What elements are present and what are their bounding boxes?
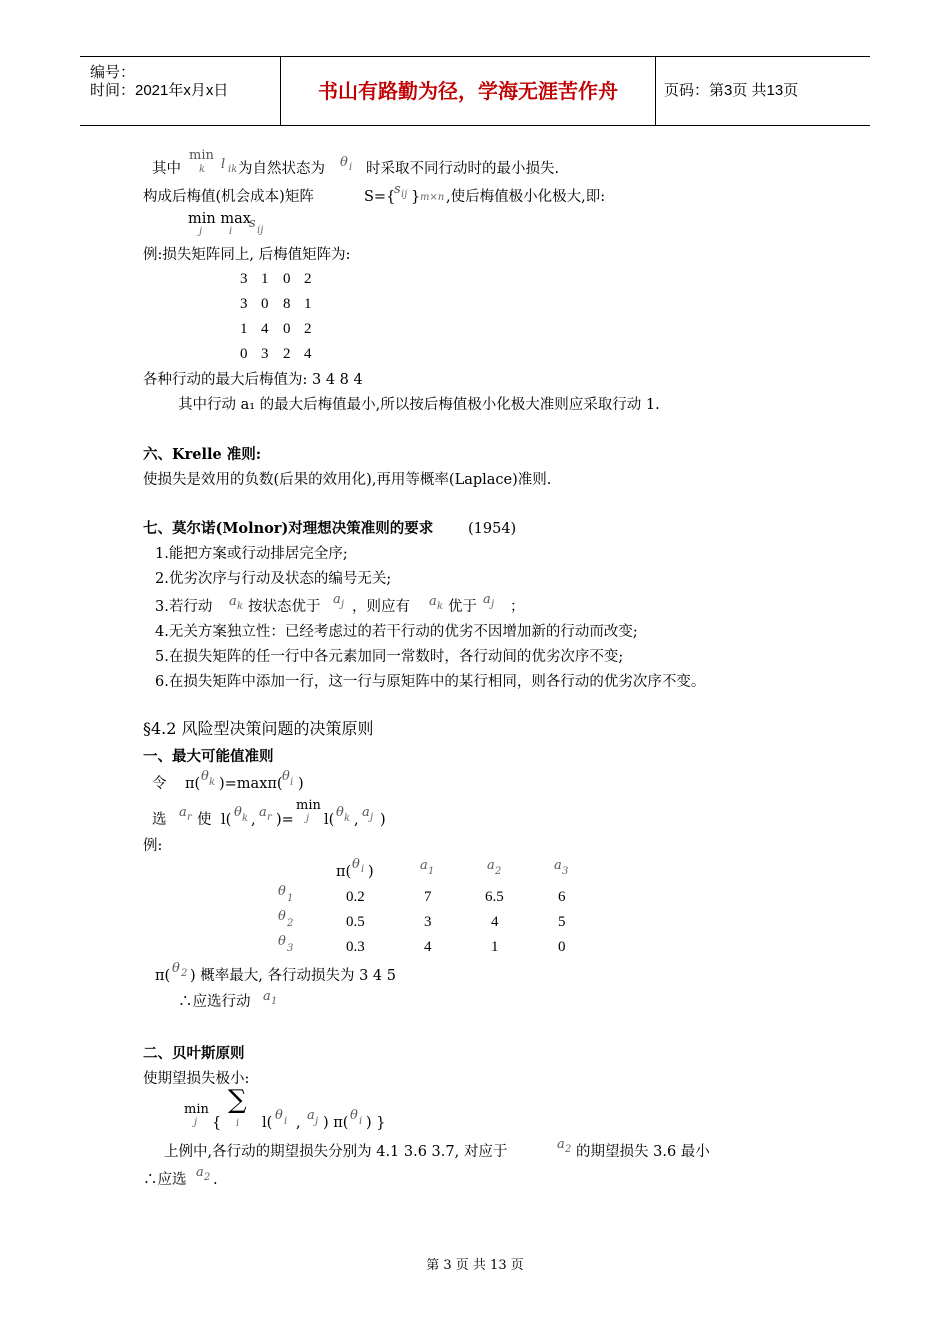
matrix-cell: 0 <box>283 321 291 337</box>
symbol-theta: θ <box>278 884 286 899</box>
subscript: i <box>236 1118 240 1129</box>
text-line: 使期望损失极小: <box>143 1071 250 1087</box>
subscript: ij <box>401 189 408 200</box>
text-line: ∴应选 <box>143 1172 187 1188</box>
symbol-theta: θ <box>282 769 290 784</box>
list-item: 5.在损失矩阵的任一行中各元素加同一常数时，各行动间的优劣次序不变; <box>155 649 624 665</box>
subscript: j <box>199 226 203 237</box>
matrix-cell: 3 <box>261 346 269 362</box>
matrix-cell: 2 <box>304 271 312 287</box>
subscript: 1 <box>271 996 278 1007</box>
text-line: (1954) <box>468 521 517 537</box>
subsection-title: 一、最大可能值准则 <box>143 748 274 765</box>
subscript: k <box>344 813 351 824</box>
subscript: ij <box>257 225 264 236</box>
min-operator: min <box>189 148 214 163</box>
symbol-l: l <box>221 157 226 172</box>
header-meta <box>80 57 280 125</box>
page-header <box>80 56 870 126</box>
symbol-theta: θ <box>234 805 242 820</box>
subsection-title: 二、贝叶斯原则 <box>143 1045 245 1062</box>
subscript: 2 <box>287 918 294 929</box>
subscript: 1 <box>287 893 294 904</box>
formula-part: )=maxπ( <box>219 776 283 792</box>
subscript: j <box>315 1116 319 1127</box>
symbol-a: a <box>483 592 491 607</box>
symbol-a: a <box>557 1137 565 1152</box>
subscript: i <box>284 1116 288 1127</box>
table-header: ) <box>368 864 374 880</box>
text-line: 按状态优于 <box>248 599 321 615</box>
subscript: 3 <box>287 943 294 954</box>
subscript: 1 <box>428 866 435 877</box>
subscript: i <box>349 162 353 173</box>
text-line: 各种行动的最大后梅值为: 3 4 8 4 <box>143 372 363 388</box>
text-line: 使 <box>197 812 212 828</box>
table-cell: 0.3 <box>346 939 365 955</box>
symbol-theta: θ <box>278 909 286 924</box>
table-cell: 4 <box>424 939 432 955</box>
symbol-a: a <box>259 805 267 820</box>
subscript: 3 <box>562 866 569 877</box>
matrix-cell: 2 <box>283 346 291 362</box>
subscript: r <box>187 812 192 823</box>
symbol-theta: θ <box>340 155 348 170</box>
text-line: 其中 <box>152 161 181 177</box>
matrix-cell: 1 <box>261 271 269 287</box>
symbol-theta: θ <box>275 1108 283 1123</box>
formula-part: ) <box>380 812 386 828</box>
subscript: i <box>229 226 233 237</box>
text-line: 的期望损失 3.6 最小 <box>576 1144 710 1160</box>
symbol-a: a <box>179 805 187 820</box>
table-cell: 0.5 <box>346 914 365 930</box>
text-line: ，则应有 <box>352 599 410 615</box>
table-cell: 4 <box>491 914 499 930</box>
text-line: 例: <box>143 838 163 854</box>
min-operator: min <box>184 1102 209 1117</box>
symbol-theta: θ <box>201 769 209 784</box>
symbol-theta: θ <box>350 1108 358 1123</box>
text-line: ,使后梅值极小化极大,即: <box>446 189 606 205</box>
matrix-cell: 2 <box>304 321 312 337</box>
subscript: 2 <box>565 1144 572 1155</box>
text-line: 令 <box>152 776 167 792</box>
table-cell: 6 <box>558 889 566 905</box>
matrix-cell: 8 <box>283 296 291 312</box>
subscript: i <box>359 1116 363 1127</box>
formula-part: π( <box>155 968 171 984</box>
symbol-a: a <box>362 805 370 820</box>
symbol-a: a <box>487 858 495 873</box>
matrix-cell: 4 <box>304 346 312 362</box>
symbol-theta: θ <box>336 805 344 820</box>
subscript: i <box>290 777 294 788</box>
matrix-cell: 3 <box>240 296 248 312</box>
text-line: 选 <box>152 812 167 828</box>
section-title: 六、Krelle 准则: <box>143 446 262 463</box>
formula-part: , <box>354 812 359 828</box>
minmax-operator: min max <box>188 211 251 227</box>
subscript: k <box>199 164 206 175</box>
subscript: k <box>242 813 249 824</box>
formula-part: , <box>251 812 256 828</box>
text-line: . <box>213 1172 218 1188</box>
subscript: m×n <box>420 192 445 203</box>
list-item: 6.在损失矩阵中添加一行，这一行与原矩阵中的某行相同，则各行动的优劣次序不变。 <box>155 674 706 690</box>
text-line: 为自然状态为 <box>238 161 325 177</box>
text-line: 使损失是效用的负数(后果的效用化),再用等概率(Laplace)准则. <box>143 472 552 488</box>
text-line: 时采取不同行动时的最小损失. <box>366 161 560 177</box>
formula-part: l( <box>221 812 232 828</box>
symbol-s: s <box>249 216 256 231</box>
formula-part: l( <box>324 812 335 828</box>
symbol-a: a <box>333 592 341 607</box>
table-cell: 1 <box>491 939 499 955</box>
subscript: j <box>306 813 310 824</box>
list-item: 1.能把方案或行动排居完全序; <box>155 546 348 562</box>
doc-time-label: 时间：2021年x月x日 <box>90 82 229 99</box>
symbol-theta: θ <box>172 961 180 976</box>
table-cell: 7 <box>424 889 432 905</box>
text-line: 例:损失矩阵同上, 后梅值矩阵为: <box>143 247 351 263</box>
section-title: 七、莫尔诺(Molnor)对理想决策准则的要求 <box>143 520 434 537</box>
table-cell: 5 <box>558 914 566 930</box>
formula-part: π( <box>185 776 201 792</box>
subscript: 2 <box>204 1172 211 1183</box>
text-line: ； <box>510 599 525 615</box>
formula-part: , <box>296 1115 301 1131</box>
table-cell: 3 <box>424 914 432 930</box>
text-line: 其中行动 a₁ 的最大后梅值最小,所以按后梅值极小化极大准则应采取行动 1. <box>178 397 660 413</box>
formula-part: ) <box>298 776 304 792</box>
matrix-cell: 3 <box>240 271 248 287</box>
text-line: ∴应选行动 <box>178 994 251 1010</box>
formula-part: ) π( <box>323 1115 349 1131</box>
list-item: 2.优劣次序与行动及状态的编号无关; <box>155 571 392 587</box>
subscript: k <box>209 777 216 788</box>
subscript: 2 <box>181 968 188 979</box>
symbol-a: a <box>307 1108 315 1123</box>
formula-part: l( <box>262 1115 273 1131</box>
symbol-theta: θ <box>278 934 286 949</box>
list-item: 4.无关方案独立性：已经考虑过的若干行动的优劣不因增加新的行动而改变; <box>155 624 638 640</box>
list-item: 3.若行动 <box>155 599 213 615</box>
formula-part: )= <box>276 812 294 828</box>
symbol-a: a <box>229 594 237 609</box>
subscript: j <box>491 599 495 610</box>
symbol-a: a <box>263 989 271 1004</box>
formula-part: { <box>212 1115 222 1131</box>
section-heading: §4.2 风险型决策问题的决策原则 <box>143 719 374 738</box>
symbol-a: a <box>429 594 437 609</box>
matrix-cell: 0 <box>240 346 248 362</box>
header-motto: 书山有路勤为径，学海无涯苦作舟 <box>280 57 656 125</box>
subscript: j <box>194 1117 198 1128</box>
matrix-cell: 0 <box>283 271 291 287</box>
subscript: j <box>341 599 345 610</box>
subscript: k <box>437 601 444 612</box>
text-line: S={ <box>364 189 396 205</box>
text-line: ) 概率最大, 各行动损失为 3 4 5 <box>190 968 396 984</box>
sigma-symbol: ∑ <box>228 1085 247 1115</box>
matrix-cell: 4 <box>261 321 269 337</box>
symbol-a: a <box>554 858 562 873</box>
subscript: ik <box>228 164 238 175</box>
subscript: r <box>267 812 272 823</box>
header-page-label: 页码：第3页 共13页 <box>664 82 799 99</box>
table-header: π( <box>336 864 352 880</box>
table-cell: 6.5 <box>485 889 504 905</box>
min-operator: min <box>296 798 321 813</box>
subscript: 2 <box>495 866 502 877</box>
formula-part: ) } <box>366 1115 386 1131</box>
subscript: j <box>370 812 374 823</box>
symbol-s: s <box>394 182 401 197</box>
page-footer: 第 3 页 共 13 页 <box>426 1258 524 1273</box>
matrix-cell: 0 <box>261 296 269 312</box>
text-line: 优于 <box>448 599 477 615</box>
text-line: } <box>411 189 421 205</box>
matrix-cell: 1 <box>240 321 248 337</box>
table-cell: 0 <box>558 939 566 955</box>
symbol-a: a <box>420 858 428 873</box>
doc-number-label: 编号： <box>90 64 136 81</box>
text-line: 上例中,各行动的期望损失分别为 4.1 3.6 3.7, 对应于 <box>164 1144 508 1160</box>
subscript: k <box>237 601 244 612</box>
text-line: 构成后梅值(机会成本)矩阵 <box>143 189 314 205</box>
subscript: i <box>361 864 365 875</box>
symbol-a: a <box>196 1165 204 1180</box>
matrix-cell: 1 <box>304 296 312 312</box>
symbol-theta: θ <box>352 857 360 872</box>
table-cell: 0.2 <box>346 889 365 905</box>
